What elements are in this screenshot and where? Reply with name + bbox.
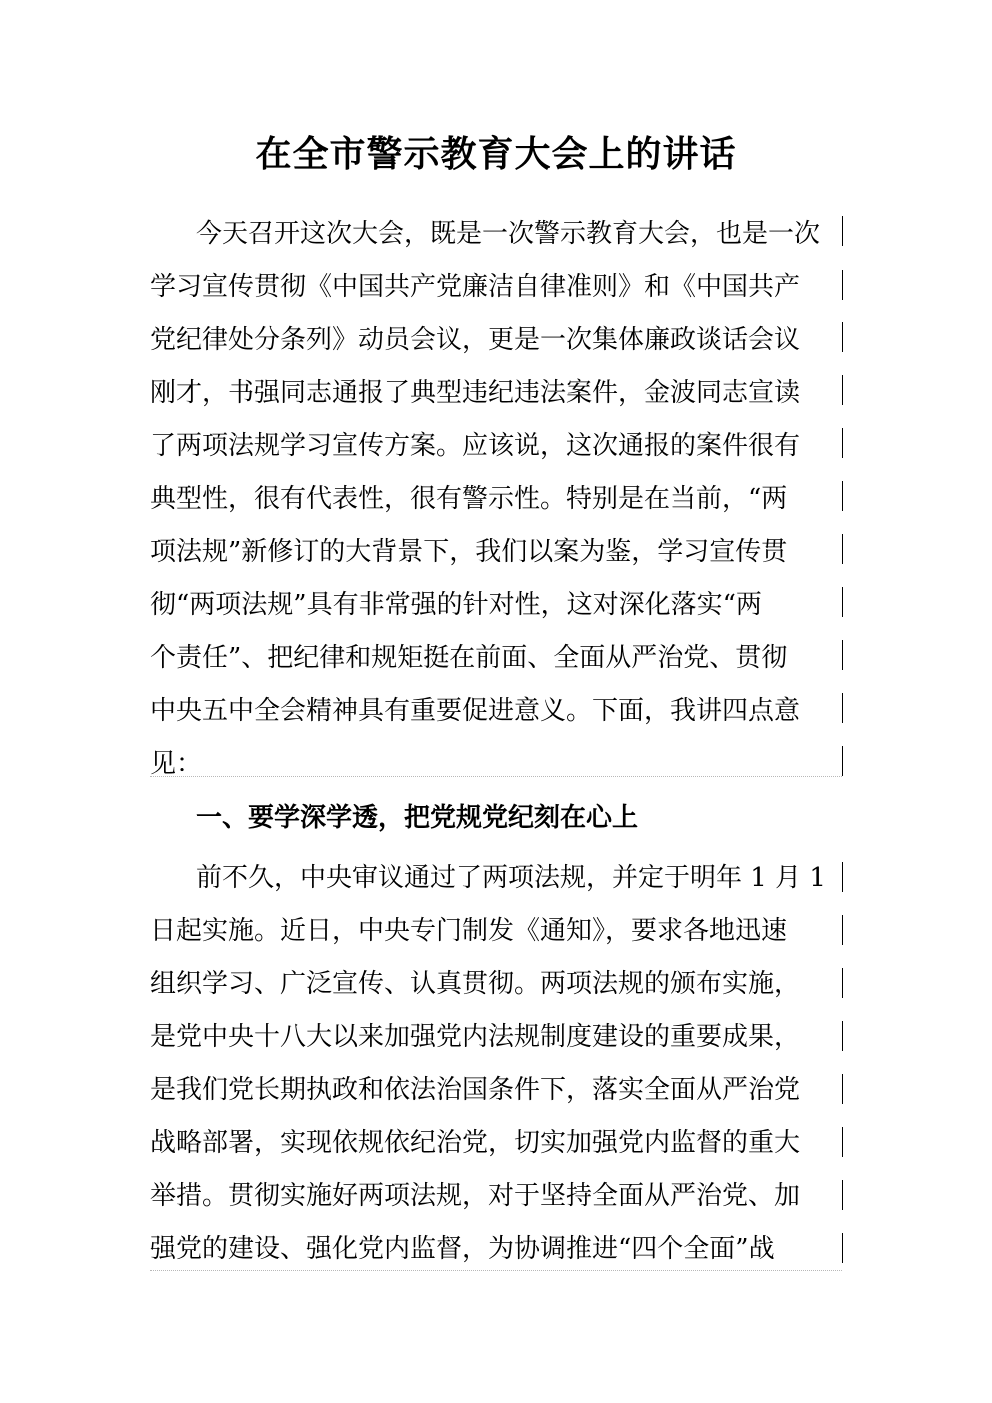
paragraph-line: 彻“两项法规”具有非常强的针对性，这对深化落实“两 xyxy=(150,590,762,620)
margin-mark xyxy=(842,640,843,670)
paragraph-line: 中央五中全会精神具有重要促进意义。下面，我讲四点意 xyxy=(150,696,801,726)
paragraph-line: 强党的建设、强化党内监督，为协调推进“四个全面”战 xyxy=(150,1234,775,1264)
margin-mark xyxy=(842,534,843,564)
margin-mark xyxy=(842,746,843,776)
margin-mark xyxy=(842,1180,843,1210)
margin-mark xyxy=(842,915,843,945)
paragraph-section1 xyxy=(150,852,840,1276)
margin-mark xyxy=(842,375,843,405)
paragraph-line: 举措。贯彻实施好两项法规，对于坚持全面从严治党、加 xyxy=(150,1181,801,1211)
margin-mark xyxy=(842,968,843,998)
paragraph-line: 项法规”新修订的大背景下，我们以案为鉴，学习宣传贯 xyxy=(150,537,788,567)
margin-mark xyxy=(842,270,843,300)
paragraph-line: 学习宣传贯彻《中国共产党廉洁自律准则》和《中国共产 xyxy=(150,272,801,302)
page-bottom-rule xyxy=(150,1270,842,1271)
margin-mark xyxy=(842,1233,843,1263)
paragraph-line: 战略部署，实现依规依纪治党，切实加强党内监督的重大 xyxy=(150,1128,801,1158)
margin-mark xyxy=(842,693,843,723)
paragraph-line: 了两项法规学习宣传方案。应该说，这次通报的案件很有 xyxy=(150,431,801,461)
document-title: 在全市警示教育大会上的讲话 xyxy=(255,133,737,175)
margin-mark xyxy=(842,322,843,352)
section-divider xyxy=(150,776,842,777)
margin-mark xyxy=(842,481,843,511)
paragraph-line: 组织学习、广泛宣传、认真贯彻。两项法规的颁布实施， xyxy=(150,969,801,999)
margin-mark xyxy=(842,1074,843,1104)
margin-mark xyxy=(842,862,843,892)
paragraph-line: 前不久，中央审议通过了两项法规，并定于明年 1 月 1 xyxy=(196,863,826,893)
paragraph-line: 个责任”、把纪律和规矩挺在前面、全面从严治党、贯彻 xyxy=(150,643,788,673)
paragraph-line: 典型性，很有代表性，很有警示性。特别是在当前，“两 xyxy=(150,484,788,514)
section-heading: 一、要学深学透，把党规党纪刻在心上 xyxy=(196,803,639,833)
margin-mark xyxy=(842,1021,843,1051)
margin-mark xyxy=(842,1127,843,1157)
margin-mark xyxy=(842,216,843,246)
paragraph-opening xyxy=(150,208,840,791)
margin-mark xyxy=(842,587,843,617)
paragraph-line: 是我们党长期执政和依法治国条件下，落实全面从严治党 xyxy=(150,1075,801,1105)
paragraph-line: 今天召开这次大会，既是一次警示教育大会，也是一次 xyxy=(196,219,821,249)
paragraph-line: 见： xyxy=(150,749,203,779)
paragraph-line: 党纪律处分条列》动员会议，更是一次集体廉政谈话会议 xyxy=(150,325,801,355)
paragraph-line: 日起实施。近日，中央专门制发《通知》，要求各地迅速 xyxy=(150,916,788,946)
paragraph-line: 刚才，书强同志通报了典型违纪违法案件，金波同志宣读 xyxy=(150,378,801,408)
margin-mark xyxy=(842,428,843,458)
paragraph-line: 是党中央十八大以来加强党内法规制度建设的重要成果， xyxy=(150,1022,801,1052)
